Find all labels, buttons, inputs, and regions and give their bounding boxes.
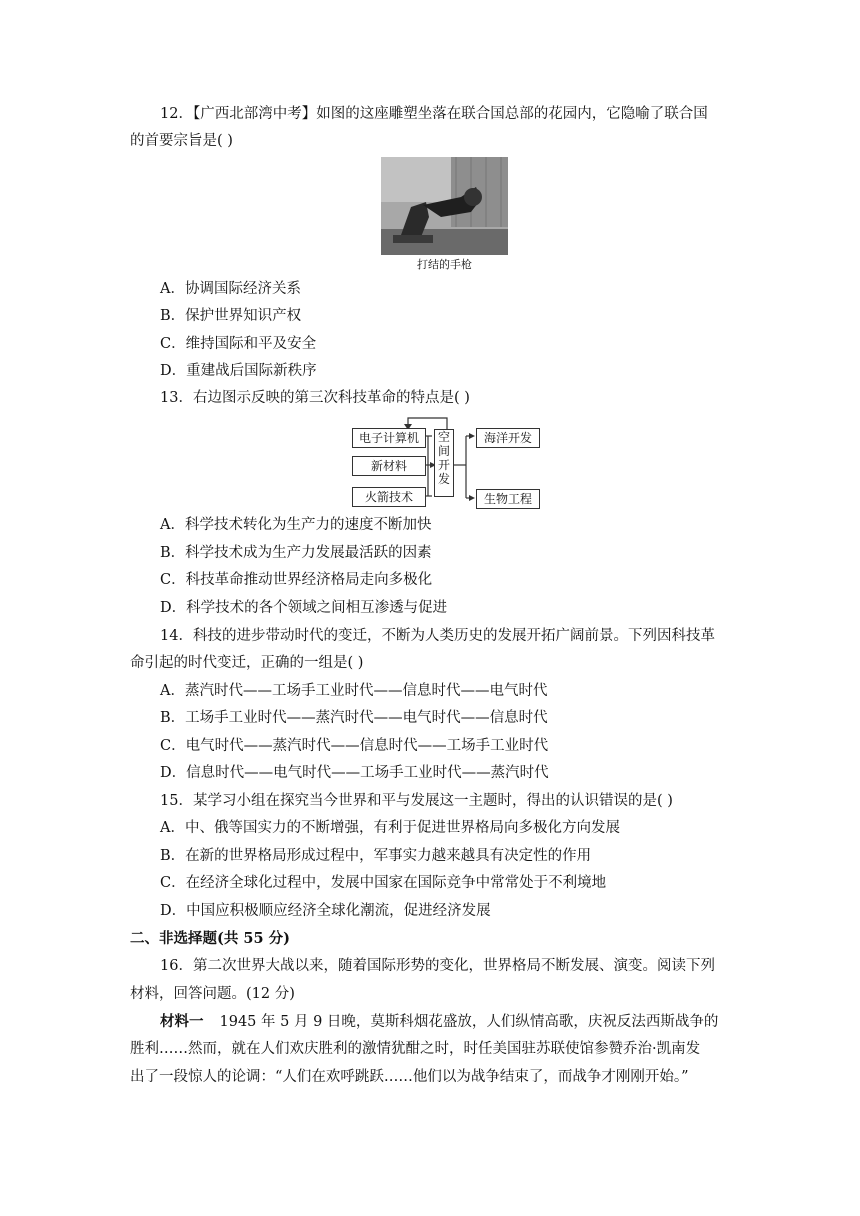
q13-option-c: C．科技革命推动世界经济格局走向多极化 — [160, 572, 433, 588]
material-text-1: 1945 年 5 月 9 日晚，莫斯科烟花盛放，人们纵情高歌，庆祝反法西斯战争的 — [219, 1014, 719, 1030]
diagram-box-rocket: 火箭技术 — [352, 487, 426, 507]
q12-stem-line2: 的首要宗旨是( ) — [130, 133, 233, 149]
knotted-gun-sculpture-photo — [381, 157, 508, 255]
q13-stem: 13．右边图示反映的第三次科技革命的特点是( ) — [160, 390, 470, 406]
q16-material-1-line3: 出了一段惊人的论调：“人们在欢呼跳跃……他们以为战争结束了，而战争才刚刚开始。” — [130, 1069, 689, 1085]
q15-option-c: C．在经济全球化过程中，发展中国家在国际竞争中常常处于不利境地 — [160, 875, 607, 891]
q16-material-1-line1 — [160, 1012, 718, 1032]
q15-option-b: B．在新的世界格局形成过程中，军事实力越来越具有决定性的作用 — [160, 848, 592, 864]
q12-option-b: B．保护世界知识产权 — [160, 308, 302, 324]
q13-option-a: A．科学技术转化为生产力的速度不断加快 — [160, 517, 432, 533]
space-char-4: 发 — [437, 472, 450, 486]
q14-option-a: A．蒸汽时代——工场手工业时代——信息时代——电气时代 — [160, 683, 548, 699]
diagram-box-bio: 生物工程 — [476, 489, 540, 509]
q14-option-b: B．工场手工业时代——蒸汽时代——电气时代——信息时代 — [160, 710, 548, 726]
diagram-box-new-materials: 新材料 — [352, 456, 426, 476]
q12-option-d: D．重建战后国际新秩序 — [160, 363, 317, 379]
space-char-1: 空 — [437, 430, 450, 444]
diagram-box-computer: 电子计算机 — [352, 428, 426, 448]
q12-stem-line1: 12．【广西北部湾中考】如图的这座雕塑坐落在联合国总部的花园内，它隐喻了联合国 — [160, 106, 708, 122]
photo-caption: 打结的手枪 — [417, 258, 472, 271]
q16-material-1-line2: 胜利……然而，就在人们欢庆胜利的激情犹酣之时，时任美国驻苏联使馆参赞乔治·凯南发 — [130, 1041, 701, 1057]
section-title: 二、非选择题(共 55 分) — [130, 930, 290, 947]
q15-stem: 15．某学习小组在探究当今世界和平与发展这一主题时，得出的认识错误的是( ) — [160, 793, 673, 809]
q16-stem-line2: 材料，回答问题。(12 分) — [130, 986, 295, 1002]
space-char-2: 间 — [437, 444, 450, 458]
q14-stem-line1: 14．科技的进步带动时代的变迁，不断为人类历史的发展开拓广阔前景。下列因科技革 — [160, 628, 715, 644]
q14-stem-line2: 命引起的时代变迁，正确的一组是( ) — [130, 655, 364, 671]
q15-option-d: D．中国应积极顺应经济全球化潮流，促进经济发展 — [160, 903, 491, 919]
q15-option-a: A．中、俄等国实力的不断增强，有利于促进世界格局向多极化方向发展 — [160, 820, 620, 836]
q12-option-a: A．协调国际经济关系 — [160, 281, 301, 297]
q16-stem-line1: 16．第二次世界大战以来，随着国际形势的变化，世界格局不断发展、演变。阅读下列 — [160, 958, 715, 974]
diagram-box-ocean: 海洋开发 — [476, 428, 540, 448]
q13-option-b: B．科学技术成为生产力发展最活跃的因素 — [160, 545, 432, 561]
material-label: 材料一 — [160, 1013, 204, 1030]
diagram-box-space — [434, 429, 454, 497]
space-char-3: 开 — [437, 458, 450, 472]
q12-option-c: C．维持国际和平及安全 — [160, 336, 317, 352]
q14-option-c: C．电气时代——蒸汽时代——信息时代——工场手工业时代 — [160, 738, 549, 754]
q14-option-d: D．信息时代——电气时代——工场手工业时代——蒸汽时代 — [160, 765, 549, 781]
q13-option-d: D．科学技术的各个领域之间相互渗透与促进 — [160, 600, 448, 616]
